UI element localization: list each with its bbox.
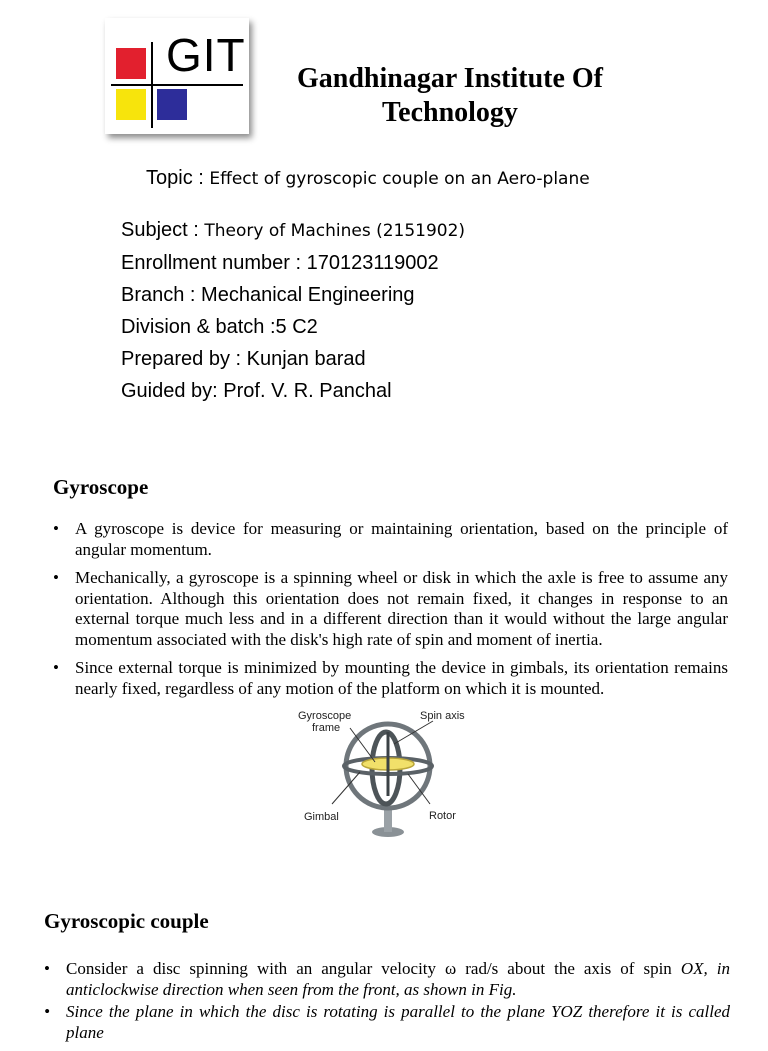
couple-bullet-text: Consider a disc spinning with an angular velocity ω rad/s about the axis of spin — [66, 959, 681, 978]
label-spin-axis: Spin axis — [420, 710, 465, 722]
institute-name: Gandhinagar Institute Of Technology — [297, 63, 603, 128]
gyroscope-diagram — [290, 704, 490, 844]
gyroscope-heading: Gyroscope — [53, 475, 149, 499]
subject-label: Subject : — [121, 219, 205, 241]
topic-value: Effect of gyroscopic couple on an Aero-plane — [209, 169, 590, 189]
logo-red-square — [116, 48, 146, 79]
label-rotor: Rotor — [429, 810, 456, 822]
label-frame: frame — [312, 722, 341, 734]
guided-line: Guided by: Prof. V. R. Panchal — [121, 380, 392, 402]
list-item: • Since the plane in which the disc is rotating is parallel to the plane YOZ therefore it is called plane — [44, 1002, 730, 1043]
list-item: • Mechanically, a gyroscope is a spinning wheel or disk in which the axle is free to assume any orientation. Although this orientation does not remain fixed, it changes in response to an external torque much less and in a different direction than it would without the large angular momentum associated with the disk's high rate of spin and moment of inertia. — [53, 568, 728, 650]
institute-logo — [105, 18, 249, 134]
topic-line — [146, 167, 590, 190]
couple-bullet-italic: OX, in anticlockwise direction when seen from the front, as shown in Fig. — [66, 959, 730, 999]
label-gyroscope-frame: Gyroscope — [298, 710, 352, 722]
couple-heading: Gyroscopic couple — [44, 909, 209, 933]
logo-yellow-square — [116, 89, 146, 120]
subject-line — [121, 218, 465, 243]
prepared-line: Prepared by : Kunjan barad — [121, 348, 366, 370]
logo-text: GIT — [166, 29, 246, 81]
topic-label: Topic : — [146, 167, 210, 189]
gyroscope-bullets — [53, 519, 728, 707]
subject-value: Theory of Machines (2151902) — [204, 221, 466, 241]
branch-line: Branch : Mechanical Engineering — [121, 284, 415, 306]
enrollment-line: Enrollment number : 170123119002 — [121, 252, 439, 274]
logo-blue-square — [157, 89, 187, 120]
list-item — [44, 959, 730, 1000]
list-item: • A gyroscope is device for measuring or maintaining orientation, based on the principle of angular momentum. — [53, 519, 728, 560]
list-item: • Since external torque is minimized by mounting the device in gimbals, its orientation remains nearly fixed, regardless of any motion of the platform on which it is mounted. — [53, 658, 728, 699]
couple-bullets — [44, 959, 730, 1051]
logo-divider — [111, 84, 243, 86]
gyroscope-stand — [384, 808, 392, 832]
division-line: Division & batch :5 C2 — [121, 316, 318, 338]
label-gimbal: Gimbal — [304, 811, 339, 823]
